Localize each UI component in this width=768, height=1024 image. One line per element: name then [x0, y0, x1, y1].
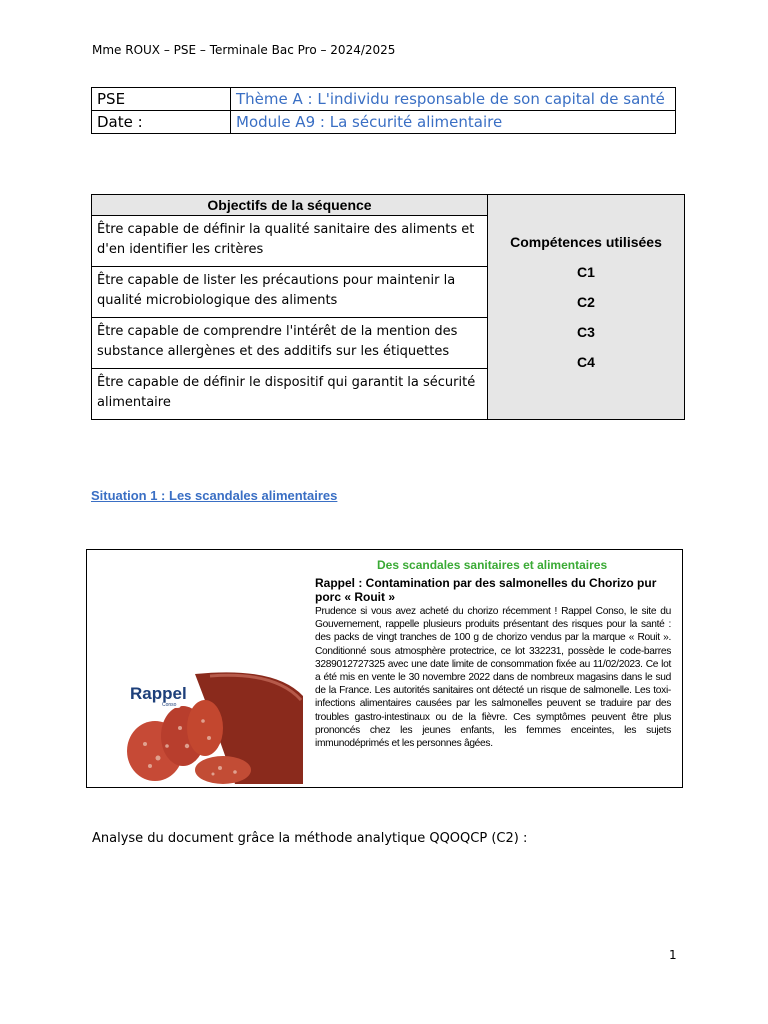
objective-item: Être capable de comprendre l'intérêt de la mention des substance allergènes et des additifs sur les étiquettes	[92, 318, 488, 369]
info-table	[91, 87, 676, 134]
objective-item: Être capable de lister les précautions pour maintenir la qualité microbiologique des aliments	[92, 267, 488, 318]
competence-item: C1	[577, 264, 595, 280]
rappel-logo: Rappel	[130, 684, 187, 703]
info-row	[92, 111, 676, 134]
info-label: PSE	[92, 88, 231, 111]
page-number: 1	[669, 948, 677, 962]
info-label: Date :	[92, 111, 231, 134]
theme-value: Thème A : L'individu responsable de son capital de santé	[231, 88, 676, 111]
objectives-table	[91, 194, 685, 420]
situation-heading[interactable]: Situation 1 : Les scandales alimentaires	[91, 488, 338, 503]
excerpt-body: Prudence si vous avez acheté du chorizo récemment ! Rappel Conso, le site du Gouvernement, rappelle plusieurs produits présentant des risques pour la santé : des packs de vingt tranches de 100 g de chorizo vendus par la marque « Rouit ». Conditionné sous atmosphère protectrice, ce lot 332231, possède le code-barres 3289012727325 avec une date limite de consommation fixée au 11/02/2023. Ce lot a été mis en vente le 30 novembre 2022 dans de nombreux magasins dans le sud de la France. Les autorités sanitaires ont détecté un risque de salmonelle. Les toxi-infections alimentaires causées par les salmonelles peuvent se traduire par des troubles gastro-intestinaux ou de la fièvre. Ces symptômes peuvent être plus prononcés chez les jeunes enfants, les femmes enceintes, les sujets immunodéprimés et les personnes âgées.	[315, 606, 671, 750]
module-value: Module A9 : La sécurité alimentaire	[231, 111, 676, 134]
competences-title: Compétences utilisées	[510, 234, 662, 250]
document-header: Mme ROUX – PSE – Terminale Bac Pro – 2024/2025	[92, 43, 396, 57]
conso-logo-subtext: Conso	[162, 702, 177, 708]
objective-item: Être capable de définir le dispositif qui garantit la sécurité alimentaire	[92, 369, 488, 420]
analysis-prompt: Analyse du document grâce la méthode analytique QQOQCP (C2) :	[92, 831, 528, 846]
chorizo-image	[125, 666, 305, 786]
competence-item: C3	[577, 324, 595, 340]
competence-item: C4	[577, 354, 595, 370]
competence-item: C2	[577, 294, 595, 310]
excerpt-subtitle: Rappel : Contamination par des salmonelles du Chorizo pur porc « Rouit »	[315, 576, 657, 604]
info-row	[92, 88, 676, 111]
competences-cell	[488, 195, 685, 420]
excerpt-title: Des scandales sanitaires et alimentaires	[377, 558, 608, 572]
objective-item: Être capable de définir la qualité sanitaire des aliments et d'en identifier les critères	[92, 216, 488, 267]
document-excerpt	[86, 549, 683, 788]
objectives-header: Objectifs de la séquence	[92, 195, 488, 216]
